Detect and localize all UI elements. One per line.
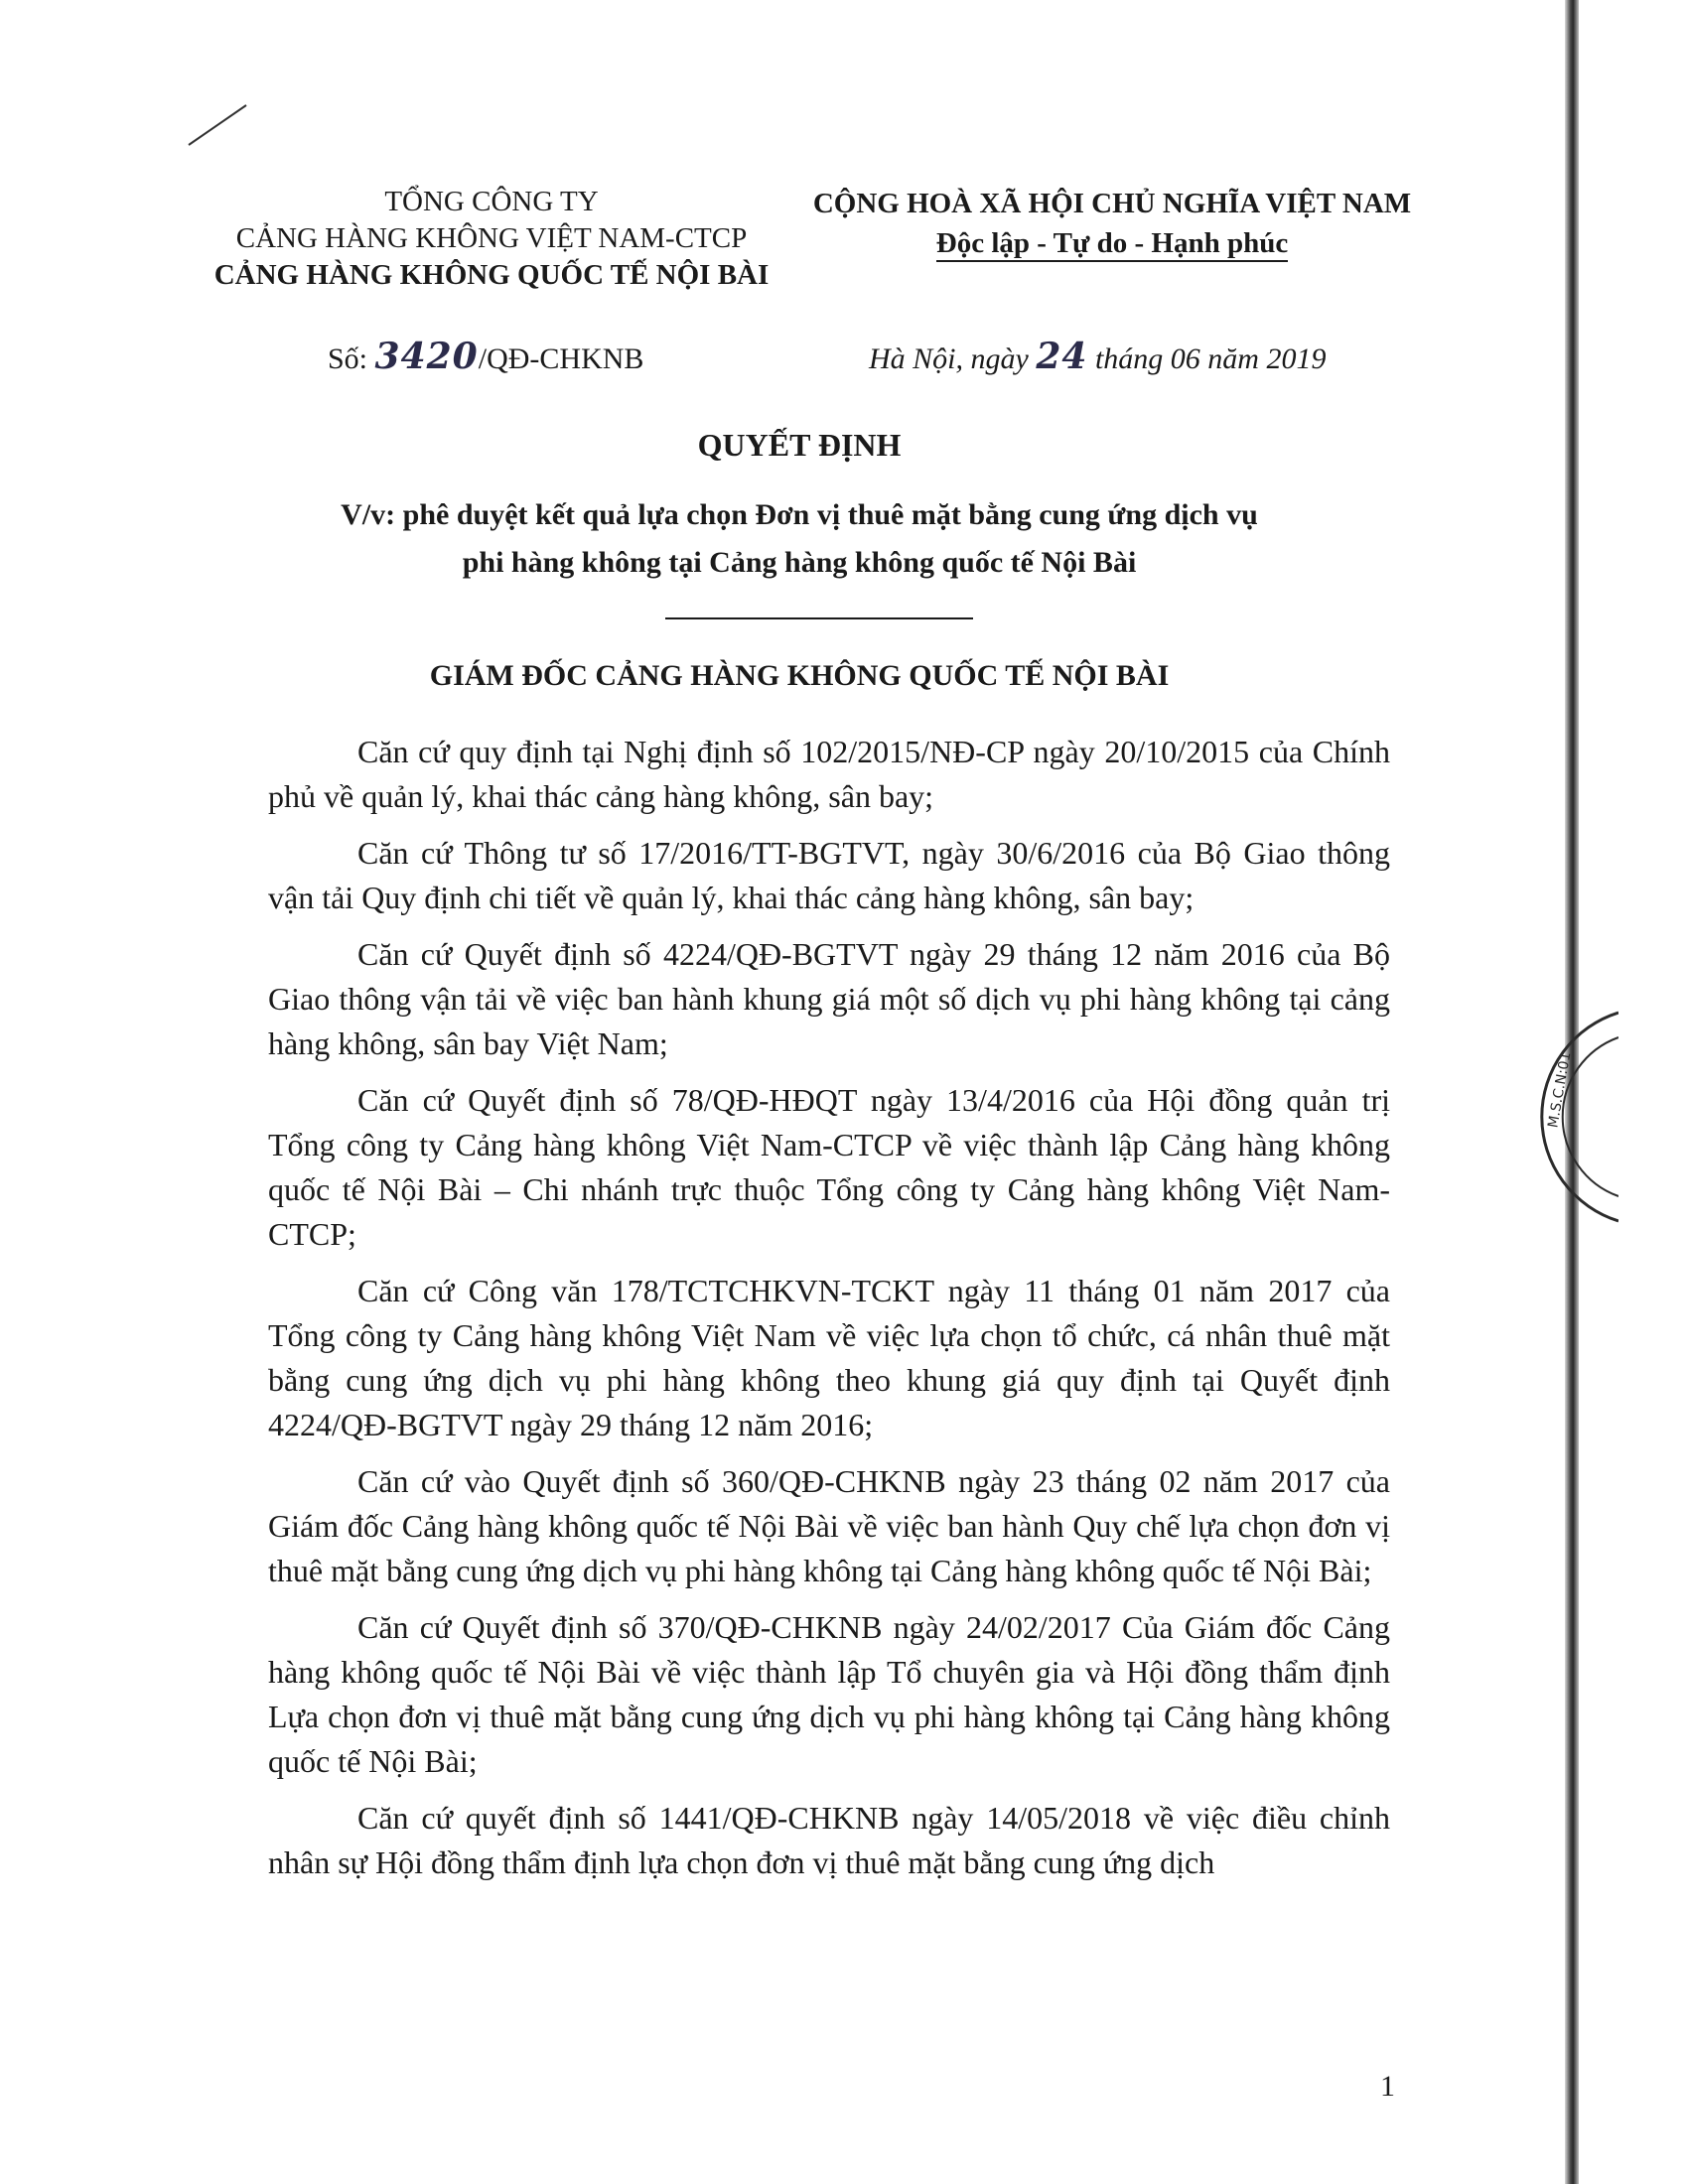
- document-body: [268, 730, 1390, 1897]
- issuer-heading: GIÁM ĐỐC CẢNG HÀNG KHÔNG QUỐC TẾ NỘI BÀI: [429, 659, 1170, 692]
- paragraph: Căn cứ Quyết định số 4224/QĐ-BGTVT ngày 29 tháng 12 năm 2016 của Bộ Giao thông vận tải về việc ban hành khung giá một số dịch vụ phi hàng không tại cảng hàng không, sân bay Việt Nam;: [268, 936, 1390, 1061]
- date-prefix: Hà Nội, ngày: [869, 342, 1029, 375]
- document-subject: [159, 491, 1440, 587]
- subject-line-1: V/v: phê duyệt kết quả lựa chọn Đơn vị thuê mặt bằng cung ứng dịch vụ: [341, 498, 1258, 531]
- paragraph: Căn cứ quy định tại Nghị định số 102/2015/NĐ-CP ngày 20/10/2015 của Chính phủ về quản lý, khai thác cảng hàng không, sân bay;: [268, 734, 1390, 814]
- reference-line: [159, 336, 1440, 385]
- org-line-1: TỔNG CÔNG TY: [384, 186, 599, 217]
- handwritten-number: 3420: [374, 336, 479, 377]
- national-motto: Độc lập - Tự do - Hạnh phúc: [936, 226, 1289, 262]
- nation-name: CỘNG HOÀ XÃ HỘI CHỦ NGHĨA VIỆT NAM: [812, 188, 1412, 219]
- org-line-2: CẢNG HÀNG KHÔNG VIỆT NAM-CTCP: [235, 222, 748, 254]
- place-and-date: [869, 336, 1326, 377]
- pen-stroke-mark: [185, 99, 254, 149]
- org-line-3: CẢNG HÀNG KHÔNG QUỐC TẾ NỘI BÀI: [213, 259, 770, 291]
- document-header: [159, 184, 1440, 303]
- date-suffix: tháng 06 năm 2019: [1094, 342, 1327, 375]
- paragraph: Căn cứ Thông tư số 17/2016/TT-BGTVT, ngày 30/6/2016 của Bộ Giao thông vận tải Quy định chi tiết về quản lý, khai thác cảng hàng không, sân bay;: [268, 835, 1390, 915]
- document-title: QUYẾT ĐỊNH: [697, 427, 902, 463]
- number-suffix: /QĐ-CHKNB: [478, 342, 644, 375]
- svg-text:M.S.C.N:01: M.S.C.N:01: [1545, 1050, 1575, 1130]
- paragraph: Căn cứ Công văn 178/TCTCHKVN-TCKT ngày 11 tháng 01 năm 2017 của Tổng công ty Cảng hàng không Việt Nam về việc lựa chọn tổ chức, cá nhân thuê mặt bằng cung ứng dịch vụ phi hàng không theo khung giá quy định tại Quyết định 4224/QĐ-BGTVT ngày 29 tháng 12 năm 2016;: [268, 1273, 1390, 1442]
- issuing-organization: [199, 184, 784, 294]
- partial-seal-stamp: [1519, 1003, 1618, 1231]
- document-number: [328, 336, 643, 377]
- subject-line-2: phi hàng không tại Cảng hàng không quốc tế Nội Bài: [462, 546, 1137, 579]
- national-heading: [794, 184, 1430, 263]
- paragraph: Căn cứ quyết định số 1441/QĐ-CHKNB ngày 14/05/2018 về việc điều chỉnh nhân sự Hội đồng thẩm định lựa chọn đơn vị thuê mặt bằng cung ứng dịch: [268, 1800, 1390, 1880]
- page-number: 1: [1380, 2070, 1395, 2103]
- number-label: Số:: [328, 342, 368, 375]
- handwritten-day: 24: [1036, 336, 1088, 377]
- paragraph: Căn cứ Quyết định số 370/QĐ-CHKNB ngày 24/02/2017 Của Giám đốc Cảng hàng không quốc tế Nội Bài về việc thành lập Tổ chuyên gia và Hội đồng thẩm định Lựa chọn đơn vị thuê mặt bằng cung ứng dịch vụ phi hàng không tại Cảng hàng không quốc tế Nội Bài;: [268, 1609, 1390, 1779]
- paragraph: Căn cứ vào Quyết định số 360/QĐ-CHKNB ngày 23 tháng 02 năm 2017 của Giám đốc Cảng hàng không quốc tế Nội Bài về việc ban hành Quy chế lựa chọn đơn vị thuê mặt bằng cung ứng dịch vụ phi hàng không tại Cảng hàng không quốc tế Nội Bài;: [268, 1463, 1390, 1588]
- title-divider: [665, 617, 973, 619]
- paragraph: Căn cứ Quyết định số 78/QĐ-HĐQT ngày 13/4/2016 của Hội đồng quản trị Tổng công ty Cảng hàng không Việt Nam-CTCP về việc thành lập Cảng hàng không quốc tế Nội Bài – Chi nhánh trực thuộc Tổng công ty Cảng hàng không Việt Nam-CTCP;: [268, 1082, 1390, 1252]
